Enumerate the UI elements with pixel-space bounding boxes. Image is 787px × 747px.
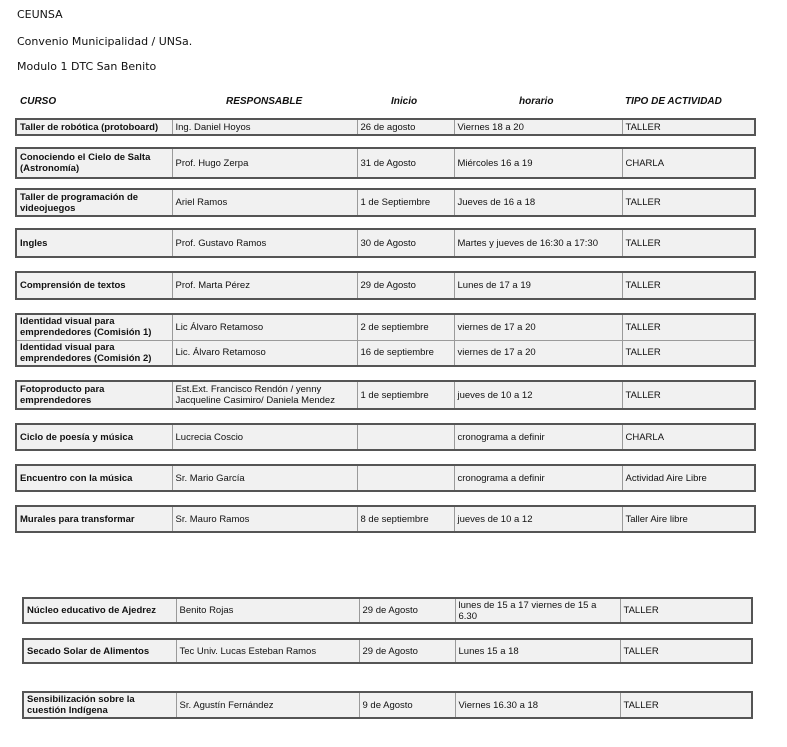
table-row — [16, 148, 755, 178]
inicio-cell: 29 de Agosto — [357, 272, 454, 299]
responsable-cell: Prof. Hugo Zerpa — [172, 148, 357, 178]
responsable-cell: Sr. Mauro Ramos — [172, 506, 357, 532]
tipo-cell: TALLER — [622, 314, 755, 340]
table-row — [23, 639, 752, 663]
table-row — [16, 381, 755, 409]
horario-cell: cronograma a definir — [454, 465, 622, 491]
course-table — [15, 380, 756, 410]
course-table — [22, 691, 753, 719]
table-row — [23, 692, 752, 718]
org-name: CEUNSA — [17, 8, 63, 21]
responsable-cell: Sr. Agustín Fernández — [176, 692, 359, 718]
column-header-inicio: Inicio — [391, 96, 418, 107]
course-table — [15, 228, 756, 258]
curso-cell: Comprensión de textos — [16, 272, 172, 299]
course-table — [15, 147, 756, 179]
course-table — [15, 464, 756, 492]
inicio-cell: 26 de agosto — [357, 119, 454, 135]
horario-cell: cronograma a definir — [454, 424, 622, 450]
inicio-cell: 31 de Agosto — [357, 148, 454, 178]
responsable-cell: Ariel Ramos — [172, 189, 357, 216]
tipo-cell: TALLER — [622, 381, 755, 409]
course-table — [22, 638, 753, 664]
horario-cell: jueves de 10 a 12 — [454, 381, 622, 409]
table-row — [16, 506, 755, 532]
table-row — [16, 189, 755, 216]
course-table — [15, 271, 756, 300]
tipo-cell: TALLER — [620, 692, 752, 718]
inicio-cell: 2 de septiembre — [357, 314, 454, 340]
responsable-cell: Est.Ext. Francisco Rendón / yenny Jacqueline Casimiro/ Daniela Mendez — [172, 381, 357, 409]
table-row — [16, 314, 755, 340]
curso-cell: Identidad visual para emprendedores (Comisión 1) — [16, 314, 172, 340]
tipo-cell: TALLER — [620, 639, 752, 663]
curso-cell: Encuentro con la música — [16, 465, 172, 491]
course-table — [15, 188, 756, 217]
table-row — [16, 229, 755, 257]
inicio-cell — [357, 424, 454, 450]
course-table — [15, 505, 756, 533]
responsable-cell: Ing. Daniel Hoyos — [172, 119, 357, 135]
tipo-cell: CHARLA — [622, 424, 755, 450]
curso-cell: Secado Solar de Alimentos — [23, 639, 176, 663]
horario-cell: lunes de 15 a 17 viernes de 15 a 6.30 — [455, 598, 620, 623]
inicio-cell: 9 de Agosto — [359, 692, 455, 718]
curso-cell: Taller de robótica (protoboard) — [16, 119, 172, 135]
curso-cell: Conociendo el Cielo de Salta (Astronomía) — [16, 148, 172, 178]
tipo-cell: Taller Aire libre — [622, 506, 755, 532]
table-row — [16, 424, 755, 450]
curso-cell: Taller de programación de videojuegos — [16, 189, 172, 216]
horario-cell: Viernes 18 a 20 — [454, 119, 622, 135]
responsable-cell: Prof. Marta Pérez — [172, 272, 357, 299]
horario-cell: Miércoles 16 a 19 — [454, 148, 622, 178]
horario-cell: Jueves de 16 a 18 — [454, 189, 622, 216]
horario-cell: Lunes 15 a 18 — [455, 639, 620, 663]
table-row — [23, 598, 752, 623]
inicio-cell: 30 de Agosto — [357, 229, 454, 257]
curso-cell: Sensibilización sobre la cuestión Indígena — [23, 692, 176, 718]
table-row — [16, 272, 755, 299]
table-row — [16, 119, 755, 135]
responsable-cell: Lic. Álvaro Retamoso — [172, 340, 357, 366]
horario-cell: viernes de 17 a 20 — [454, 340, 622, 366]
inicio-cell: 29 de Agosto — [359, 598, 455, 623]
column-header-tipo: TIPO DE ACTIVIDAD — [625, 96, 722, 107]
course-table — [15, 118, 756, 136]
inicio-cell: 1 de Septiembre — [357, 189, 454, 216]
responsable-cell: Tec Univ. Lucas Esteban Ramos — [176, 639, 359, 663]
horario-cell: viernes de 17 a 20 — [454, 314, 622, 340]
horario-cell: Martes y jueves de 16:30 a 17:30 — [454, 229, 622, 257]
table-row — [16, 465, 755, 491]
inicio-cell: 29 de Agosto — [359, 639, 455, 663]
tipo-cell: TALLER — [622, 229, 755, 257]
curso-cell: Identidad visual para emprendedores (Comisión 2) — [16, 340, 172, 366]
column-header-curso: CURSO — [20, 96, 57, 107]
agreement-line: Convenio Municipalidad / UNSa. — [17, 35, 193, 48]
responsable-cell: Lucrecia Coscio — [172, 424, 357, 450]
inicio-cell: 16 de septiembre — [357, 340, 454, 366]
horario-cell: Viernes 16.30 a 18 — [455, 692, 620, 718]
tipo-cell: TALLER — [622, 119, 755, 135]
horario-cell: jueves de 10 a 12 — [454, 506, 622, 532]
inicio-cell: 8 de septiembre — [357, 506, 454, 532]
curso-cell: Murales para transformar — [16, 506, 172, 532]
inicio-cell: 1 de septiembre — [357, 381, 454, 409]
table-row — [16, 340, 755, 366]
responsable-cell: Prof. Gustavo Ramos — [172, 229, 357, 257]
column-header-horario: horario — [519, 96, 554, 107]
responsable-cell: Benito Rojas — [176, 598, 359, 623]
tipo-cell: TALLER — [622, 272, 755, 299]
curso-cell: Ingles — [16, 229, 172, 257]
curso-cell: Núcleo educativo de Ajedrez — [23, 598, 176, 623]
module-line: Modulo 1 DTC San Benito — [17, 60, 157, 73]
column-header-responsable: RESPONSABLE — [226, 96, 303, 107]
responsable-cell: Lic Álvaro Retamoso — [172, 314, 357, 340]
course-table — [15, 423, 756, 451]
responsable-cell: Sr. Mario García — [172, 465, 357, 491]
curso-cell: Fotoproducto para emprendedores — [16, 381, 172, 409]
inicio-cell — [357, 465, 454, 491]
tipo-cell: TALLER — [622, 189, 755, 216]
curso-cell: Ciclo de poesía y música — [16, 424, 172, 450]
tipo-cell: CHARLA — [622, 148, 755, 178]
course-table — [15, 313, 756, 367]
tipo-cell: TALLER — [620, 598, 752, 623]
tipo-cell: Actividad Aire Libre — [622, 465, 755, 491]
course-table — [22, 597, 753, 624]
horario-cell: Lunes de 17 a 19 — [454, 272, 622, 299]
tipo-cell: TALLER — [622, 340, 755, 366]
